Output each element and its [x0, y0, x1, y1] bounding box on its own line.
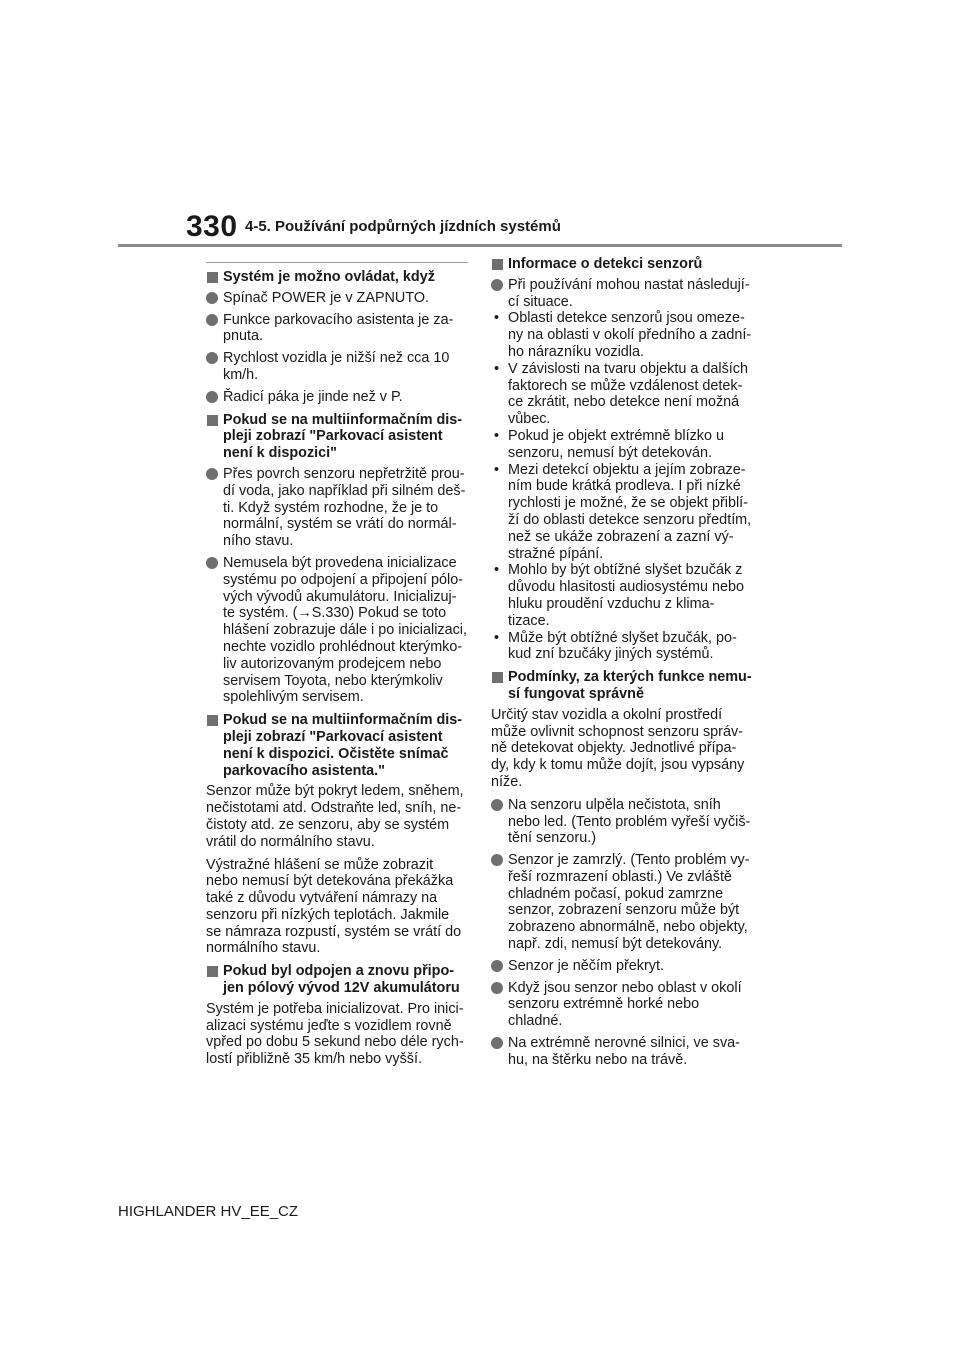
column-top-rule [206, 262, 468, 263]
circle-bullet-icon [206, 292, 218, 304]
sub-list-item: • Pokud je objekt extrémně blízko u senzoru, nemusí být detekován. [494, 427, 724, 461]
sub-list-item: • Mezi detekcí objektu a jejím zobraze-ním bude krátká prodleva. I při nízké rychlosti je možné, že se objekt přiblí-ží do oblasti detekce senzoru předtím, než se ukáže zobrazení a zazní vý-stražné pípání. [494, 461, 752, 562]
list-item: Senzor je něčím překryt. [491, 958, 753, 975]
list-item: Na extrémně nerovné silnici, ve sva-hu, na štěrku nebo na trávě. [491, 1035, 753, 1069]
paragraph: Senzor může být pokryt ledem, sněhem, nečistotami atd. Odstraňte led, sníh, ne-čistoty atd. ze senzoru, aby se systém vrátil do normálního stavu. [206, 783, 464, 850]
heading-system-conditions: Systém je možno ovládat, když [206, 269, 468, 286]
circle-bullet-icon [491, 799, 503, 811]
heading-sensor-detection-info: Informace o detekci senzorů [491, 256, 753, 273]
list-item: Na senzoru ulpěla nečistota, sníh nebo led. (Tento problém vyřeší vyčiš-tění senzoru.) [491, 797, 753, 847]
section-title: 4-5. Používání podpůrných jízdních systémů [245, 218, 561, 235]
sub-list-item: • Může být obtížné slyšet bzučák, po-kud zní bzučáky jiných systémů. [494, 629, 737, 663]
heading-clean-sensor: Pokud se na multiinformačním dis-pleji zobrazí "Parkovací asistent není k dispozici. Očistěte snímač parkovacího asistenta." [206, 712, 468, 779]
heading-malfunction-conditions: Podmínky, za kterých funkce nemu-sí fungovat správně [491, 669, 753, 703]
square-bullet-icon [492, 672, 503, 683]
square-bullet-icon [207, 272, 218, 283]
list-item: Při používání mohou nastat následují-cí situace. [491, 277, 753, 311]
square-bullet-icon [207, 415, 218, 426]
paragraph: Systém je potřeba inicializovat. Pro inici-alizaci systému jeďte s vozidlem rovně vpřed po dobu 5 sekund nebo déle rych-lostí přibližně 35 km/h nebo vyšší. [206, 1000, 464, 1068]
square-bullet-icon [207, 715, 218, 726]
sub-list-item: • Oblasti detekce senzorů jsou omeze-ny na oblasti v okolí předního a zadní-ho nárazníku vozidla. [494, 310, 752, 360]
sub-list-item: • Mohlo by být obtížné slyšet bzučák z důvodu hlasitosti audiosystému nebo hluku proudění vzduchu z klima-tizace. [494, 562, 744, 629]
circle-bullet-icon [491, 279, 503, 291]
circle-bullet-icon [491, 960, 503, 972]
list-item: Senzor je zamrzlý. (Tento problém vy-řeší rozmrazení oblasti.) Ve zvláště chladném počasí, pokud zamrzne senzor, zobrazení senzoru může být zobrazeno abnormálně, nebo objekty, např. zdi, nemusí být detekovány. [491, 852, 753, 953]
footer-model-code: HIGHLANDER HV_EE_CZ [118, 1203, 299, 1220]
circle-bullet-icon [206, 557, 218, 569]
list-item: Řadicí páka je jinde než v P. [206, 389, 468, 406]
right-column [491, 256, 753, 1074]
circle-bullet-icon [206, 391, 218, 403]
left-column [206, 256, 468, 1074]
circle-bullet-icon [491, 1037, 503, 1049]
sub-list-item: • V závislosti na tvaru objektu a dalších faktorech se může vzdálenost detek-ce zkrátit, nebo detekce není možná vůbec. [494, 360, 748, 428]
list-item: Rychlost vozidla je nižší než cca 10 km/h. [206, 350, 468, 384]
list-item: Přes povrch senzoru nepřetržitě prou-dí voda, jako například při silném deš-ti. Když systém rozhodne, že je to normální, systém se vrátí do normál-ního stavu. [206, 466, 468, 550]
paragraph: Určitý stav vozidla a okolní prostředí může ovlivnit schopnost senzoru správ-ně detekovat objekty. Jednotlivé přípa-dy, kdy k tomu může dojít, jsou vypsány níže. [491, 706, 745, 790]
square-bullet-icon [207, 966, 218, 977]
paragraph: Výstražné hlášení se může zobrazit nebo nemusí být detekována překážka také z důvodu vytváření námrazy na senzoru při nízkých teplotách. Jakmile se námraza rozpustí, systém se vrátí do normálního stavu. [206, 856, 462, 957]
square-bullet-icon [492, 259, 503, 270]
circle-bullet-icon [206, 314, 218, 326]
list-item: Když jsou senzor nebo oblast v okolí senzoru extrémně horké nebo chladné. [491, 980, 753, 1030]
list-item: Nemusela být provedena inicializace systému po odpojení a připojení pólo-vých vývodů akumulátoru. Inicializuj-te systém. (→S.330) Pokud se toto hlášení zobrazuje dále i po inicializaci, nechte vozidlo prohlédnout kterýmko-liv autorizovaným prodejcem nebo servisem Toyota, nebo kterýmkoliv spolehlivým servisem. [206, 555, 468, 706]
list-item: Funkce parkovacího asistenta je za-pnuta. [206, 312, 468, 346]
list-item: Spínač POWER je v ZAPNUTO. [206, 290, 468, 307]
page-number: 330 [186, 210, 238, 243]
heading-battery-reconnect: Pokud byl odpojen a znovu připo-jen pólový vývod 12V akumulátoru [206, 963, 468, 997]
circle-bullet-icon [206, 468, 218, 480]
header-rule [118, 244, 842, 247]
circle-bullet-icon [491, 982, 503, 994]
circle-bullet-icon [491, 854, 503, 866]
circle-bullet-icon [206, 352, 218, 364]
heading-not-available: Pokud se na multiinformačním dis-pleji zobrazí "Parkovací asistent není k dispozici" [206, 412, 468, 462]
